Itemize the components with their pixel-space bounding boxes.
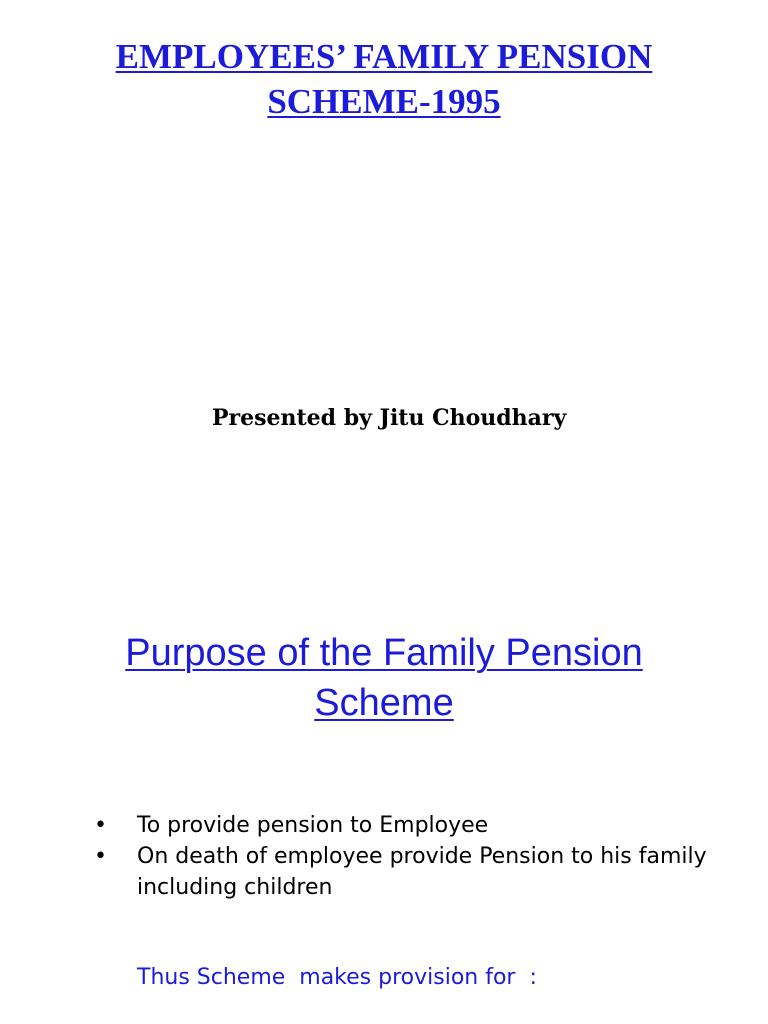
document-title xyxy=(0,34,768,124)
section-heading xyxy=(0,628,768,728)
section-heading-line-2: Scheme xyxy=(314,682,454,724)
bullet-item xyxy=(94,841,714,903)
bullet-item xyxy=(94,810,714,841)
bullet-text: To provide pension to Employee xyxy=(137,813,489,838)
provision-intro-text: Thus Scheme makes provision for : xyxy=(137,965,537,990)
document-title-line-1: EMPLOYEES’ FAMILY PENSION xyxy=(115,37,653,76)
section-heading-line-1: Purpose of the Family Pension xyxy=(125,632,643,674)
bullet-text: On death of employee provide Pension to his family including children xyxy=(137,844,707,900)
bullet-dot-icon: • xyxy=(94,844,107,869)
presenter-credit: Presented by Jitu Choudhary xyxy=(212,405,567,431)
bullet-dot-icon: • xyxy=(94,813,107,838)
purpose-bullet-list xyxy=(94,810,714,903)
document-title-line-2: SCHEME-1995 xyxy=(267,82,501,121)
